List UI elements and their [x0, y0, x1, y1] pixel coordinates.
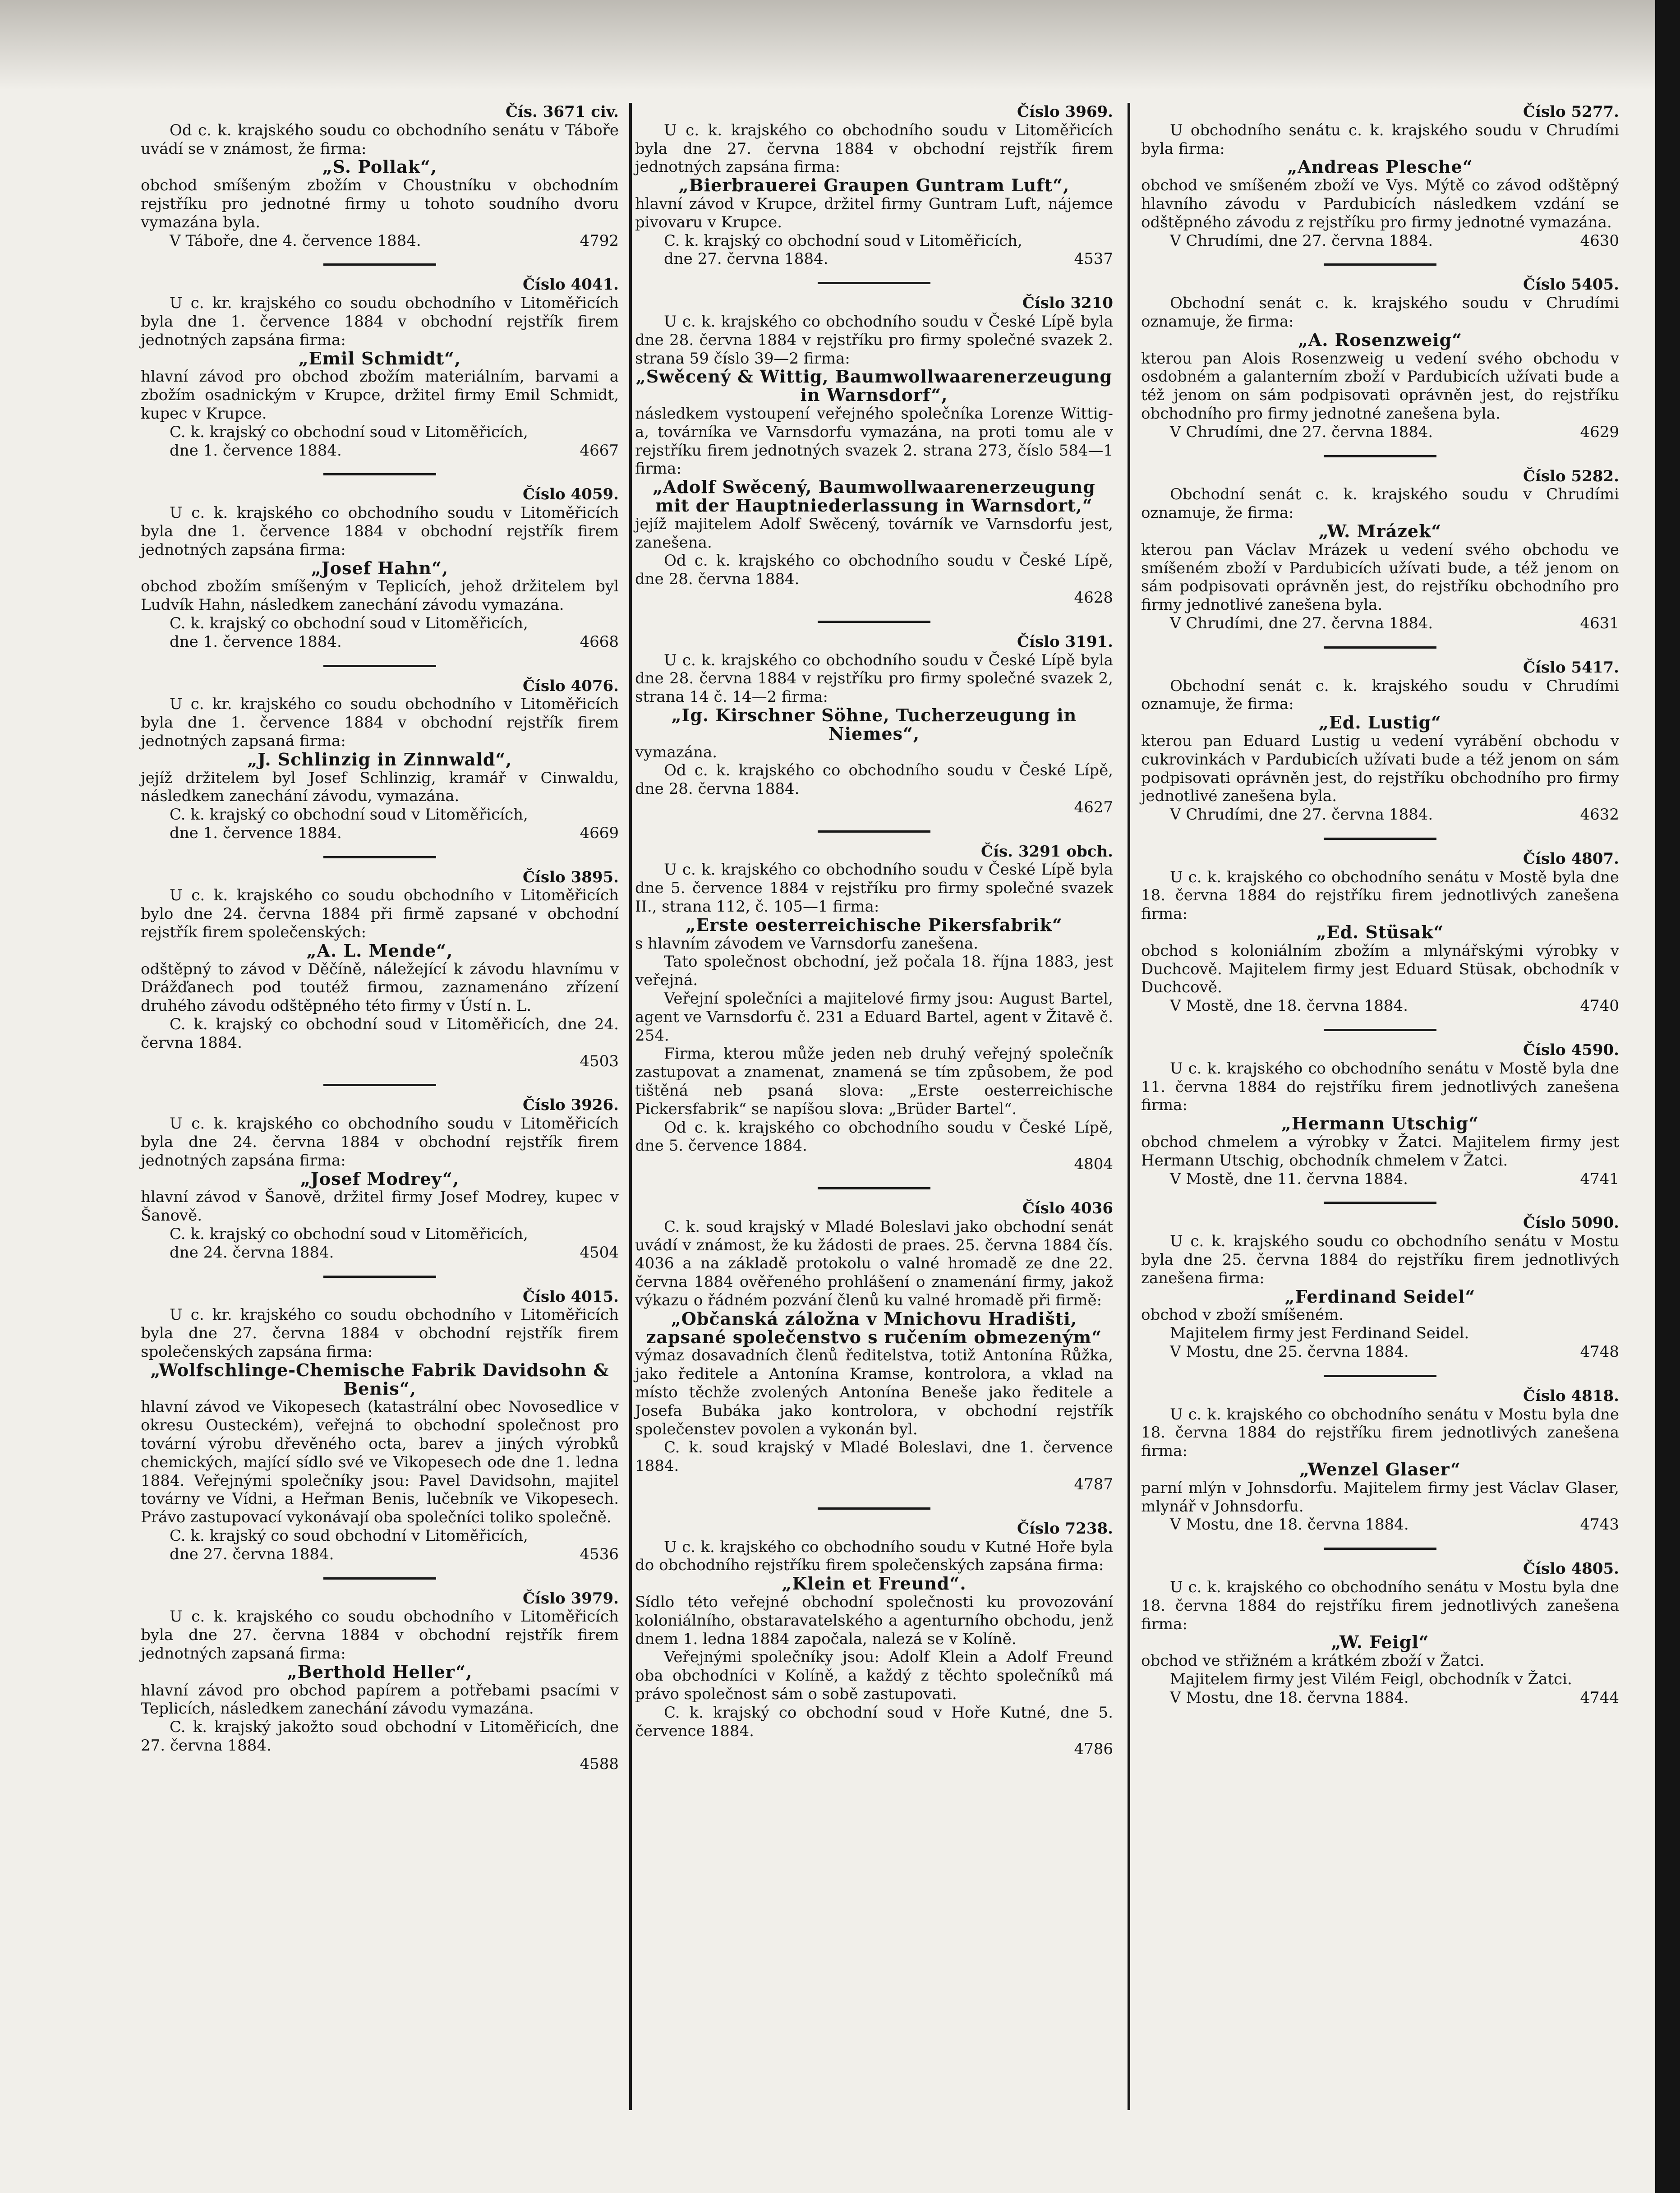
entry-separator — [323, 856, 436, 858]
register-entry — [141, 1577, 619, 1774]
entry-text: vymazána. — [635, 743, 718, 761]
entry-text: Obchodní senát c. k. krajského soudu v Chrudími oznamuje, že firma: — [1141, 485, 1619, 522]
entry-text: C. k. krajský co obchodní soud v Litoměřicích, — [170, 614, 528, 632]
entry-text: C. k. krajský co obchodní soud v Litoměřicích, dne 24. června 1884. — [141, 1015, 619, 1052]
entry-number: Číslo 4076. — [522, 677, 619, 695]
firm-name: „Ed. Lustig“ — [1318, 712, 1441, 733]
entry-text: obchod v zboží smíšeném. — [1141, 1306, 1344, 1324]
firm-name: „Občanská záložna v Mnichovu Hradišti, zapsané společenstvo s ručením obmezeným“ — [646, 1308, 1102, 1347]
register-entry — [635, 282, 1113, 607]
firm-name: „A. Rosenzweig“ — [1298, 329, 1463, 350]
entry-place-date: dne 27. června 1884. — [664, 250, 828, 268]
entry-separator — [323, 1276, 436, 1278]
entry-place-date: V Mostě, dne 18. června 1884. — [1170, 997, 1408, 1015]
entry-text: U c. k. krajského co obchodního soudu v České Lípě byla dne 28. června 1884 v rejstříku pro firmy společné svazek 2, strana 14 č. 14—2 firma: — [635, 651, 1113, 706]
entry-text: U c. k. krajského co obchodního soudu v Kutné Hoře byla do obchodního rejstříku firem společenských zapsána firma: — [635, 1538, 1113, 1575]
entry-separator — [818, 282, 930, 284]
entry-place-date: dne 24. června 1884. — [170, 1243, 334, 1262]
entry-text: Firma, kterou může jeden neb druhý veřejný společník zastupovat a znamenat, znamená se tím způsobem, že pod tištěná neb psaná slova: „Erste oesterreichische Pickersfabrik“ se napíšou slova: „Brüder Bartel“. — [635, 1045, 1113, 1118]
entry-text: U c. k. krajského co obchodního senátu v Mostu byla dne 18. června 1884 do rejstříku firem jednotlivých zanešena firma: — [1141, 1578, 1619, 1633]
entry-text: Obchodní senát c. k. krajského soudu v Chrudími oznamuje, že firma: — [1141, 677, 1619, 714]
entry-text: obchod ve střižném a krátkém zboží v Žatci. — [1141, 1652, 1485, 1670]
entry-serial: 4668 — [580, 632, 619, 651]
entry-number: Číslo 5417. — [1523, 658, 1619, 677]
firm-name: „Klein et Freund“. — [782, 1573, 967, 1594]
entry-serial: 4740 — [1580, 997, 1619, 1015]
entry-place-date — [635, 798, 664, 817]
entry-number: Číslo 5277. — [1523, 103, 1619, 121]
entry-signature — [635, 589, 1113, 607]
register-entry — [141, 103, 619, 250]
column-3 — [1141, 103, 1619, 1710]
entry-text: následkem vystoupení veřejného společníka Lorenze Wittig-a, továrníka ve Varnsdorfu vymazána, na proti tomu ale v rejstříku firem jednotných svazek 2. strana 273, číslo 584—1 firma: — [635, 404, 1113, 478]
entry-separator — [1324, 1202, 1436, 1204]
entry-signature — [141, 1052, 619, 1071]
entry-signature — [1141, 614, 1619, 633]
entry-text: Obchodní senát c. k. krajského soudu v Chrudími oznamuje, že firma: — [1141, 294, 1619, 331]
entry-text: U c. k. krajského co obchodního senátu v Mostu byla dne 18. června 1884 do rejstříku firem jednotlivých zanešena firma: — [1141, 1405, 1619, 1460]
entry-place-date — [635, 1740, 664, 1759]
firm-name: „S. Pollak“, — [322, 157, 437, 177]
firm-name: „Josef Modrey“, — [300, 1168, 460, 1189]
entry-text: Sídlo této veřejné obchodní společnosti ku provozování koloniálního, obstaravatelského a agenturního obchodu, jenž dnem 1. ledna 1884 započala, nalezá se v Kolíně. — [635, 1593, 1113, 1648]
firm-name: „A. L. Mende“, — [306, 940, 453, 961]
entry-place-date: dne 1. července 1884. — [170, 441, 342, 460]
entry-text: kterou pan Alois Rosenzweig u vedení svého obchodu v osdobném a galanterním zboží v Pardubicích užívati bude a též jenom on sám podpisovati oprávněn jest, do rejstříku obchodního pro firmy jednotné zanešena byla. — [1141, 349, 1619, 423]
entry-text: U c. k. krajského co obchodního soudu v České Lípě byla dne 5. července 1884 v rejstříku pro firmy společné svazek II., strana 112, č. 105—1 firma: — [635, 861, 1113, 916]
entry-signature — [141, 633, 619, 651]
entry-signature — [141, 1755, 619, 1774]
entry-separator — [1324, 263, 1436, 266]
entry-separator — [323, 665, 436, 667]
entry-serial: 4536 — [580, 1545, 619, 1563]
entry-place-date: V Táboře, dne 4. července 1884. — [170, 231, 421, 250]
entry-text: hlavní závod pro obchod papírem a potřebami psacími v Teplicích, následkem zanechání závodu vymazána. — [141, 1681, 619, 1718]
entry-number: Číslo 4818. — [1523, 1387, 1619, 1405]
firm-name: „Adolf Swěcený, Baumwollwaarenerzeugung mit der Hauptniederlassung in Warnsdort,“ — [653, 477, 1095, 516]
register-entry — [635, 830, 1113, 1174]
entry-number: Číslo 4590. — [1523, 1041, 1619, 1060]
scan-edge — [1655, 0, 1680, 2193]
entry-signature — [1141, 423, 1619, 442]
entry-place-date — [635, 589, 664, 607]
entry-serial: 4588 — [580, 1755, 619, 1773]
entry-text: U c. kr. krajského co soudu obchodního v Litoměřicích byla dne 27. června 1884 v obchodní rejstřík firem společenských zapsána firma: — [141, 1306, 619, 1361]
register-entry — [141, 263, 619, 460]
entry-number: Číslo 3191. — [1017, 632, 1113, 651]
entry-serial: 4537 — [1074, 250, 1113, 268]
register-entry — [1141, 1029, 1619, 1188]
entry-serial: 4669 — [580, 824, 619, 842]
entry-text: Majitelem firmy jest Vilém Feigl, obchodník v Žatci. — [1170, 1670, 1572, 1688]
entry-signature — [141, 232, 619, 250]
entry-place-date: dne 1. července 1884. — [170, 824, 342, 842]
entry-text: hlavní závod v Krupce, držitel firmy Guntram Luft, nájemce pivovaru v Krupce. — [635, 194, 1113, 231]
firm-name: „Emil Schmidt“, — [298, 348, 461, 369]
register-entry — [141, 665, 619, 843]
entry-serial: 4748 — [1580, 1343, 1619, 1361]
entry-text: U c. k. krajského soudu co obchodního senátu v Mostu byla dne 25. června 1884 do rejstříku firem jednotlivých zanešena firma: — [1141, 1232, 1619, 1287]
entry-number: Číslo 4807. — [1523, 849, 1619, 868]
register-entry — [141, 1084, 619, 1262]
entry-text: C. k. soud krajský v Mladé Boleslavi, dne 1. července 1884. — [635, 1438, 1113, 1475]
entry-text: U c. k. krajského co obchodního soudu v Litoměřicích byla dne 1. července 1884 v obchodní rejstřík firem jednotných zapsána firma: — [141, 504, 619, 559]
entry-separator — [323, 263, 436, 266]
entry-separator — [323, 1577, 436, 1580]
entry-serial: 4632 — [1580, 806, 1619, 824]
entry-number: Číslo 5282. — [1523, 467, 1619, 485]
entry-text: C. k. soud krajský v Mladé Boleslavi jako obchodní senát uvádí v známost, že ku žádosti de praes. 25. června 1884 čís. 4036 a na základě protokolu o valné hromadě ze dne 22. června 1884 ověřeného prohlášení o znamenání firmy, jakož výkazu o řádném pozvání členů ku valné hromadě při firmě: — [635, 1217, 1113, 1310]
firm-name: „Josef Hahn“, — [311, 557, 449, 578]
entry-serial: 4631 — [1580, 614, 1619, 632]
entry-text: kterou pan Eduard Lustig u vedení vyrábění obchodu v cukrovinkách v Pardubicích užívati bude a též jenom on sám podpisovati oprávněn jest, do rejstříku obchodního pro firmy jednotlivé zanešena byla. — [1141, 732, 1619, 806]
entry-text: U c. k. krajského co soudu obchodního v Litoměřicích byla dne 27. června 1884 v obchodní rejstřík firem jednotných zapsaná firma: — [141, 1608, 619, 1663]
entry-number: Číslo 4036 — [1022, 1199, 1113, 1218]
register-entry — [141, 856, 619, 1071]
register-entry — [1141, 263, 1619, 441]
firm-name: „W. Mrázek“ — [1318, 521, 1442, 541]
entry-place-date — [635, 1475, 664, 1494]
entry-signature — [635, 1740, 1113, 1759]
column-rule — [629, 103, 632, 2110]
entry-text: C. k. krajský co obchodní soud v Litoměřicích, — [170, 1225, 528, 1244]
firm-name: „Bierbrauerei Graupen Guntram Luft“, — [678, 175, 1070, 196]
entry-number: Číslo 3210 — [1022, 294, 1113, 313]
entry-text: U c. kr. krajského co soudu obchodního v Litoměřicích byla dne 1. července 1884 v obchodní rejstřík firem jednotných zapsána firma: — [141, 294, 619, 349]
register-entry — [141, 1276, 619, 1564]
entry-place-date: V Chrudími, dne 27. června 1884. — [1170, 806, 1433, 824]
entry-place-date: V Mostě, dne 11. června 1884. — [1170, 1170, 1408, 1188]
firm-name: „J. Schlinzig in Zinnwald“, — [247, 749, 512, 769]
firm-name: „Ferdinand Seidel“ — [1284, 1286, 1476, 1307]
entry-text: U c. k. krajského co obchodního soudu v České Lípě byla dne 28. června 1884 v rejstříku pro firmy společné svazek 2. strana 59 číslo 39—2 firma: — [635, 312, 1113, 368]
firm-name: „Hermann Utschig“ — [1281, 1113, 1479, 1134]
entry-number: Číslo 4041. — [522, 276, 619, 294]
entry-separator — [818, 621, 930, 623]
entry-text: parní mlýn v Johnsdorfu. Majitelem firmy jest Václav Glaser, mlynář v Johnsdorfu. — [1141, 1479, 1619, 1516]
entry-number: Číslo 3969. — [1017, 103, 1113, 121]
entry-text: C. k. krajský co obchodní soud v Litoměřicích, — [664, 231, 1022, 250]
register-entry — [635, 1507, 1113, 1759]
register-entry — [635, 621, 1113, 817]
entry-text: C. k. krajský jakožto soud obchodní v Litoměřicích, dne 27. června 1884. — [141, 1718, 619, 1755]
entry-number: Číslo 7238. — [1017, 1519, 1113, 1538]
entry-signature — [141, 824, 619, 843]
entry-text: C. k. krajský co obchodní soud v Litoměřicích, — [170, 423, 528, 441]
firm-name: „Wolfschlinge-Chemische Fabrik Davidsohn & Benis“, — [150, 1359, 609, 1399]
entry-signature — [635, 1155, 1113, 1174]
entry-text: jejíž držitelem byl Josef Schlinzig, kramář v Cinwaldu, následkem zanechání závodu, vymazána. — [141, 769, 619, 806]
entry-text: obchod s koloniálním zbožím a mlynářskými výrobky v Duchcově. Majitelem firmy jest Eduard Stüsak, obchodník v Duchcově. — [1141, 941, 1619, 997]
entry-separator — [1324, 1548, 1436, 1550]
entry-signature — [1141, 1343, 1619, 1361]
entry-separator — [818, 1187, 930, 1189]
entry-text: U c. kr. krajského co soudu obchodního v Litoměřicích byla dne 1. července 1884 v obchodní rejstřík firem jednotných zapsaná firma: — [141, 695, 619, 750]
entry-place-date: dne 27. června 1884. — [170, 1545, 334, 1563]
entry-signature — [635, 250, 1113, 268]
scan-shadow — [0, 0, 1680, 90]
entry-text: Tato společnost obchodní, jež počala 18. října 1883, jest veřejná. — [635, 953, 1113, 990]
entry-signature — [141, 1545, 619, 1564]
entry-text: U c. k. krajského co obchodního senátu v Mostě byla dne 11. června 1884 do rejstříku firem jednotlivých zanešena firma: — [1141, 1059, 1619, 1115]
entry-serial: 4503 — [580, 1052, 619, 1070]
entry-separator — [1324, 646, 1436, 649]
entry-text: hlavní závod ve Vikopesech (katastrální obec Novosedlice v okresu Ousteckém), veřejná to obchodní společnost pro tovární výrobu dřevěného octa, barev a jiných výrobků chemických, mající sídlo své ve Vikopesech ode dne 1. ledna 1884. Veřejnými společníky jsou: Pavel Davidsohn, majitel továrny ve Vídni, a Heřman Benis, lučebník ve Vikopesech. Právo zastupovací vykonávají oba společníci toliko společně. — [141, 1398, 619, 1527]
entry-serial: 4629 — [1580, 423, 1619, 441]
entry-text: C. k. krajský co obchodní soud v Litoměřicích, — [170, 806, 528, 824]
entry-place-date: dne 1. července 1884. — [170, 632, 342, 651]
entry-number: Číslo 3895. — [522, 868, 619, 886]
entry-text: hlavní závod v Šanově, držitel firmy Josef Modrey, kupec v Šanově. — [141, 1188, 619, 1225]
entry-text: obchod zbožím smíšeným v Teplicích, jehož držitelem byl Ludvík Hahn, následkem zanechání závodu vymazána. — [141, 577, 619, 614]
register-entry — [635, 103, 1113, 268]
entry-serial: 4627 — [1074, 798, 1113, 816]
entry-signature — [635, 798, 1113, 817]
entry-place-date: V Mostu, dne 25. června 1884. — [1170, 1343, 1409, 1361]
entry-text: obchod chmelem a výrobky v Žatci. Majitelem firmy jest Hermann Utschig, obchodník chmelem v Žatci. — [1141, 1133, 1619, 1170]
entry-text: Majitelem firmy jest Ferdinand Seidel. — [1170, 1324, 1469, 1343]
entry-number: Číslo 3926. — [522, 1096, 619, 1115]
entry-serial: 4786 — [1074, 1740, 1113, 1759]
entry-signature — [1141, 1689, 1619, 1707]
entry-text: obchod smíšeným zbožím v Choustníku v obchodním rejstříku pro jednotné firmy u tohoto soudního dvoru vymazána byla. — [141, 176, 619, 231]
entry-text: Veřejní společníci a majitelové firmy jsou: August Bartel, agent ve Varnsdorfu č. 231 a Eduard Bartel, agent v Žitavě č. 254. — [635, 990, 1113, 1045]
entry-signature — [141, 442, 619, 460]
entry-text: U c. k. krajského co soudu obchodního v Litoměřicích bylo dne 24. června 1884 při firmě zapsané v obchodní rejstřík firem společenských: — [141, 886, 619, 942]
entry-signature — [141, 1244, 619, 1262]
entry-number: Číslo 3979. — [522, 1589, 619, 1608]
entry-signature — [1141, 1516, 1619, 1534]
entry-number: Číslo 4059. — [522, 485, 619, 504]
entry-text: U c. k. krajského co obchodního senátu v Mostě byla dne 18. června 1884 do rejstříku firem jednotlivých zanešena firma: — [1141, 868, 1619, 923]
firm-name: „Swěcený & Wittig, Baumwollwaarenerzeugung in Warnsdorf“, — [635, 366, 1113, 405]
firm-name: „Ed. Stüsak“ — [1316, 922, 1444, 943]
entry-signature — [1141, 997, 1619, 1015]
entry-number: Číslo 4805. — [1523, 1560, 1619, 1578]
entry-place-date: V Mostu, dne 18. června 1884. — [1170, 1688, 1409, 1707]
entry-place-date: V Chrudími, dne 27. června 1884. — [1170, 423, 1433, 441]
entry-text: obchod ve smíšeném zboží ve Vys. Mýtě co závod odštěpný hlavního závodu v Pardubicích následkem vzdání se odštěpného závodu z rejstříku pro firmy jednotné vymazána. — [1141, 176, 1619, 231]
entry-place-date — [635, 1155, 664, 1174]
firm-name: „Berthold Heller“, — [287, 1661, 473, 1682]
entry-separator — [323, 1084, 436, 1086]
entry-serial: 4630 — [1580, 231, 1619, 250]
entry-text: U c. k. krajského co obchodního soudu v Litoměřicích byla dne 27. června 1884 v obchodní rejstřík firem jednotných zapsána firma: — [635, 121, 1113, 176]
entry-serial: 4804 — [1074, 1155, 1113, 1174]
entry-number: Čís. 3291 obch. — [981, 842, 1113, 861]
register-entry — [141, 473, 619, 651]
entry-text: jejíž majitelem Adolf Swěcený, továrník ve Varnsdorfu jest, zanešena. — [635, 515, 1113, 552]
entry-separator — [323, 473, 436, 475]
firm-name: „Erste oesterreichische Pikersfabrik“ — [686, 914, 1063, 935]
entry-place-date: V Chrudími, dne 27. června 1884. — [1170, 614, 1433, 632]
register-entry — [1141, 646, 1619, 824]
register-entry — [635, 1187, 1113, 1494]
entry-separator — [1324, 1375, 1436, 1377]
entry-serial: 4744 — [1580, 1688, 1619, 1707]
entry-serial: 4504 — [580, 1243, 619, 1262]
entry-text: Od c. k. krajského co obchodního soudu v České Lípě, dne 28. června 1884. — [635, 552, 1113, 589]
register-entry — [1141, 1202, 1619, 1361]
column-rule — [1128, 103, 1130, 2110]
column-1 — [141, 103, 619, 1776]
entry-text: Od c. k. krajského co obchodního soudu v České Lípě, dne 5. července 1884. — [635, 1118, 1113, 1155]
register-entry — [1141, 455, 1619, 633]
entry-text: kterou pan Václav Mrázek u vedení svého obchodu ve smíšeném zboží v Pardubicích užívati bude, a též jenom on sám podpisovati oprávněn jest, do rejstříku obchodního pro firmy jednotlivé zanešena byla. — [1141, 540, 1619, 614]
entry-number: Čís. 3671 civ. — [505, 103, 619, 121]
register-entry — [1141, 1375, 1619, 1534]
firm-name: „Ig. Kirschner Söhne, Tucherzeugung in Niemes“, — [671, 705, 1077, 744]
entry-text: s hlavním závodem ve Varnsdorfu zanešena. — [635, 934, 979, 953]
entry-serial: 4787 — [1074, 1475, 1113, 1493]
entry-text: odštěpný to závod v Děčíně, náležející k závodu hlavnímu v Drážďanech pod toutéž firmou, zaznamenáno zřízení druhého závodu odštěpného této firmy v Ústí n. L. — [141, 960, 619, 1015]
firm-name: „Andreas Plesche“ — [1287, 157, 1473, 177]
entry-signature — [1141, 806, 1619, 824]
firm-name: „W. Feigl“ — [1331, 1632, 1429, 1653]
entry-signature — [1141, 232, 1619, 250]
entry-separator — [1324, 1029, 1436, 1031]
entry-number: Číslo 4015. — [522, 1287, 619, 1306]
entry-separator — [1324, 838, 1436, 840]
entry-signature — [1141, 1170, 1619, 1189]
entry-text: výmaz dosavadních členů ředitelstva, totiž Antonína Růžka, jako ředitele a Antonína Kramse, kontrolora, a vklad na místo těchže zvolených Antonína Beneše jako ředitele a Josefa Bubáka jako kontrolora, v obchodní rejstřík společenstev povolen a vykonán byl. — [635, 1346, 1113, 1438]
entry-place-date — [141, 1052, 170, 1071]
entry-serial: 4792 — [580, 231, 619, 250]
entry-text: Od c. k. krajského soudu co obchodního senátu v Táboře uvádí se v známost, že firma: — [141, 121, 619, 158]
register-entry — [1141, 838, 1619, 1015]
entry-separator — [1324, 455, 1436, 457]
entry-text: hlavní závod pro obchod zbožím materiálním, barvami a zbožím osadnickým v Krupce, držitel firmy Emil Schmidt, kupec v Krupce. — [141, 368, 619, 423]
entry-place-date: V Mostu, dne 18. června 1884. — [1170, 1516, 1409, 1534]
entry-number: Číslo 5405. — [1523, 276, 1619, 294]
entry-place-date — [141, 1755, 170, 1774]
entry-serial: 4743 — [1580, 1516, 1619, 1534]
entry-text: U c. k. krajského co obchodního soudu v Litoměřicích byla dne 24. června 1884 v obchodní rejstřík firem jednotných zapsána firma: — [141, 1115, 619, 1170]
register-entry — [1141, 1548, 1619, 1707]
entry-text: U obchodního senátu c. k. krajského soudu v Chrudími byla firma: — [1141, 121, 1619, 158]
entry-serial: 4628 — [1074, 588, 1113, 607]
entry-serial: 4741 — [1580, 1170, 1619, 1188]
register-entry — [1141, 103, 1619, 250]
entry-text: Od c. k. krajského co obchodního soudu v České Lípě, dne 28. června 1884. — [635, 761, 1113, 798]
entry-separator — [818, 1507, 930, 1510]
column-2 — [635, 103, 1113, 1761]
entry-text: C. k. krajský co obchodní soud v Hoře Kutné, dne 5. července 1884. — [635, 1703, 1113, 1740]
entry-number: Číslo 5090. — [1523, 1214, 1619, 1232]
entry-text: C. k. krajský co soud obchodní v Litoměřicích, — [170, 1526, 528, 1545]
entry-signature — [635, 1475, 1113, 1494]
entry-serial: 4667 — [580, 441, 619, 460]
entry-place-date: V Chrudími, dne 27. června 1884. — [1170, 231, 1433, 250]
firm-name: „Wenzel Glaser“ — [1299, 1459, 1461, 1479]
entry-separator — [818, 830, 930, 833]
entry-text: Veřejnými společníky jsou: Adolf Klein a Adolf Freund oba obchodníci v Kolíně, a každý z těchto společníků má právo společnost sám o sobě zastupovati. — [635, 1648, 1113, 1703]
